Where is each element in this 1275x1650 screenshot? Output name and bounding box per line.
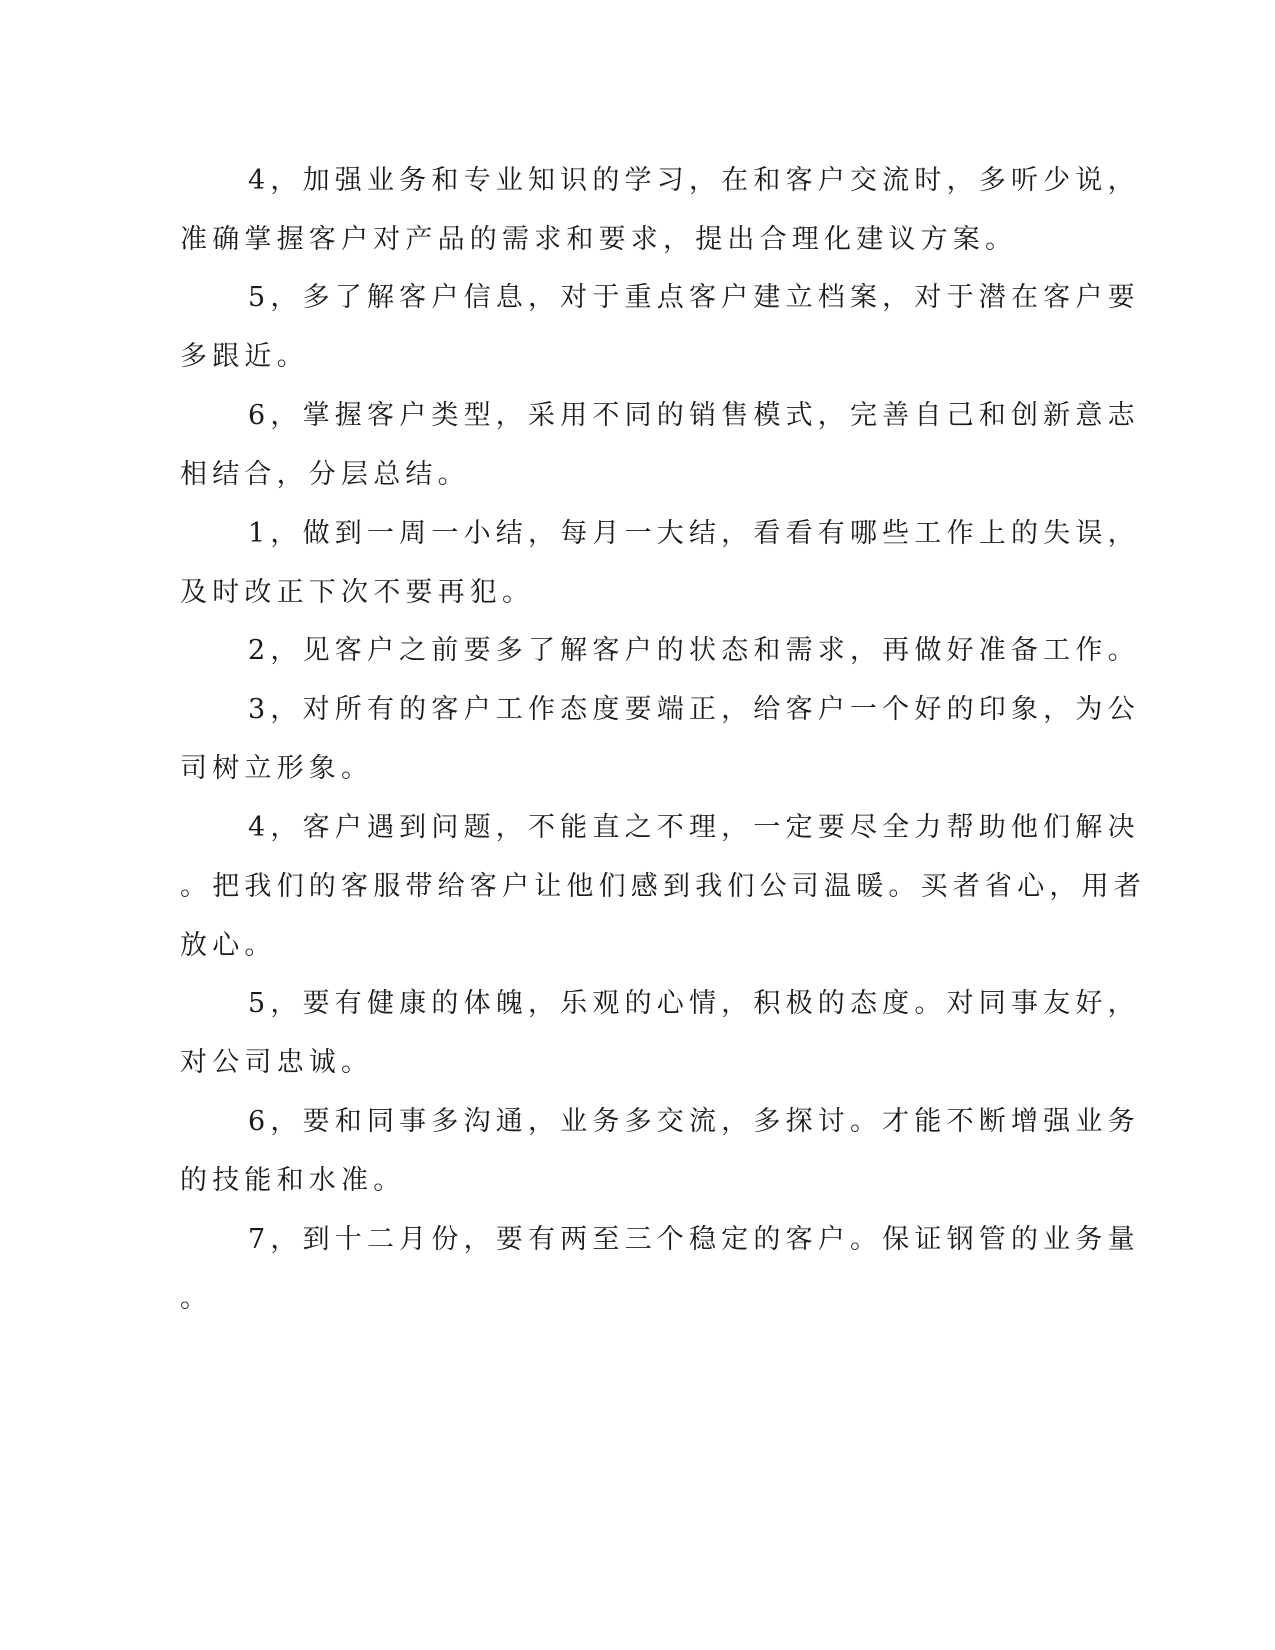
paragraph-line: 3，对所有的客户工作态度要端正，给客户一个好的印象，为公 xyxy=(248,694,1140,725)
paragraph-line: 。把我们的客服带给客户让他们感到我们公司温暖。买者省心，用者 xyxy=(180,871,1146,902)
paragraph-line: 。 xyxy=(180,1283,213,1314)
paragraph-line: 6，掌握客户类型，采用不同的销售模式，完善自己和创新意志 xyxy=(248,400,1140,431)
paragraph-line: 放心。 xyxy=(180,930,277,961)
paragraph-line: 准确掌握客户对产品的需求和要求，提出合理化建议方案。 xyxy=(180,224,1018,255)
paragraph-line: 4，客户遇到问题，不能直之不理，一定要尽全力帮助他们解决 xyxy=(248,812,1140,843)
paragraph-line: 的技能和水准。 xyxy=(180,1165,406,1196)
paragraph-line: 多跟近。 xyxy=(180,341,309,372)
paragraph-line: 及时改正下次不要再犯。 xyxy=(180,577,535,608)
paragraph-line: 4，加强业务和专业知识的学习，在和客户交流时，多听少说， xyxy=(248,165,1140,196)
paragraph-line: 相结合，分层总结。 xyxy=(180,459,470,490)
paragraph-line: 6，要和同事多沟通，业务多交流，多探讨。才能不断增强业务 xyxy=(248,1106,1140,1137)
paragraph-line: 7，到十二月份，要有两至三个稳定的客户。保证钢管的业务量 xyxy=(248,1224,1140,1255)
paragraph-line: 司树立形象。 xyxy=(180,753,374,784)
paragraph-line: 2，见客户之前要多了解客户的状态和需求，再做好准备工作。 xyxy=(248,635,1140,666)
paragraph-line: 对公司忠诚。 xyxy=(180,1047,374,1078)
paragraph-line: 5，多了解客户信息，对于重点客户建立档案，对于潜在客户要 xyxy=(248,282,1140,313)
paragraph-line: 5，要有健康的体魄，乐观的心情，积极的态度。对同事友好， xyxy=(248,988,1140,1019)
paragraph-line: 1，做到一周一小结，每月一大结，看看有哪些工作上的失误， xyxy=(248,518,1140,549)
